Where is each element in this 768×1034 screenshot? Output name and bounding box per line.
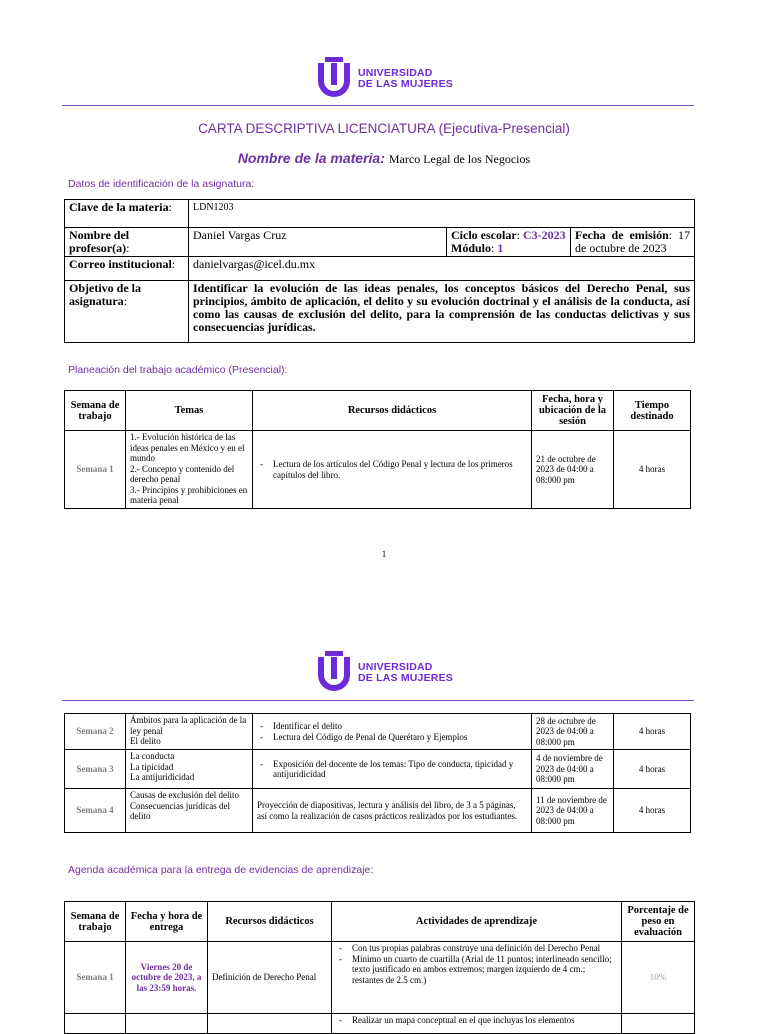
section-identification: Datos de identificación de la asignatura: <box>68 178 255 190</box>
fecha-cell: 4 de noviembre de 2023 de 04:00 a 08:000 pm <box>532 750 614 789</box>
recursos-cell: - Exposición del docente de los temas: Tipo de conducta, tipicidad y antijuridicidad <box>253 750 532 789</box>
agenda-header-week: Semana de trabajo <box>65 902 126 942</box>
temas-cell: Ámbitos para la aplicación de la ley penal El delito <box>126 714 253 750</box>
table-row <box>65 750 691 789</box>
agenda-header-fecha: Fecha y hora de entrega <box>126 902 208 942</box>
page-title: CARTA DESCRIPTIVA LICENCIATURA (Ejecutiva-Presencial) <box>198 121 570 136</box>
profesor-label-cell: Nombre del profesor(a): <box>65 228 189 257</box>
clave-label-cell: Clave de la materia: <box>65 200 189 228</box>
university-logo-icon <box>316 57 352 101</box>
logo-line-1: UNIVERSIDAD <box>358 661 433 673</box>
planning-table-2 <box>64 713 691 833</box>
planning-table-1 <box>64 390 691 509</box>
fecha-emision-cell: Fecha de emisión: 17 de octubre de 2023 <box>571 228 695 257</box>
temas-cell: Causas de exclusión del delito Consecuencias jurídicas del delito <box>126 789 253 833</box>
profesor-value: Daniel Vargas Cruz <box>189 228 447 257</box>
temas-cell: La conducta La tipicidad La antijuridicidad <box>126 750 253 789</box>
objetivo-value: Identificar la evolución de las ideas penales, los conceptos básicos del Derecho Penal, sus principios, ámbito de aplicación, el delito y su evolución doctrinal y el análisis de la conducta, así como las causas de exclusión del delito, para la comprensión de las conductas delictivas y sus consecuencias jurídicas. <box>189 281 695 343</box>
agenda-table <box>64 901 695 1034</box>
table-row <box>65 714 691 750</box>
fecha-cell: 11 de noviembre de 2023 de 04:00 a 08:000 pm <box>532 789 614 833</box>
university-logo-2 <box>316 651 453 695</box>
week-label: Semana 4 <box>65 789 126 833</box>
tiempo-cell: 4 horas <box>614 431 691 509</box>
recurso-cell: Definición de Derecho Penal <box>208 942 332 1014</box>
subject-value: Marco Legal de los Negocios <box>388 152 531 166</box>
actividades-cell: - Realizar un mapa conceptual en el que incluyas los elementos <box>332 1014 622 1034</box>
ciclo-cell: Ciclo escolar: C3-2023 Módulo: 1 <box>447 228 571 257</box>
header-rule <box>62 105 694 106</box>
fecha-entrega: Viernes 20 de octubre de 2023, a las 23:59 horas. <box>126 942 208 1014</box>
fecha-cell: 28 de octubre de 2023 de 04:00 a 08:000 pm <box>532 714 614 750</box>
clave-value: LDN1203 <box>189 200 695 228</box>
peso-cell: 10% <box>622 942 695 1014</box>
page-number: 1 <box>381 549 387 559</box>
week-label: Semana 3 <box>65 750 126 789</box>
tiempo-cell: 4 horas <box>614 714 691 750</box>
subject-label: Nombre de la materia: <box>237 150 385 166</box>
plan-header-week: Semana de trabajo <box>65 391 126 431</box>
temas-cell: 1.- Evolución histórica de las ideas penales en México y en el mundo 2.- Concepto y contenido del derecho penal 3.- Principios y prohibiciones en materia penal <box>126 431 253 509</box>
university-logo <box>316 57 453 101</box>
section-agenda: Agenda académica para la entrega de evidencias de aprendizaje: <box>68 864 374 876</box>
university-logo-icon <box>316 651 352 695</box>
correo-label-cell: Correo institucional: <box>65 257 189 281</box>
table-row <box>65 789 691 833</box>
tiempo-cell: 4 horas <box>614 750 691 789</box>
table-row <box>65 942 695 1014</box>
objetivo-label-cell: Objetivo de la asignatura: <box>65 281 189 343</box>
correo-value: danielvargas@icel.du.mx <box>189 257 695 281</box>
agenda-header-peso: Porcentaje de peso en evaluación <box>622 902 695 942</box>
tiempo-cell: 4 horas <box>614 789 691 833</box>
agenda-header-recursos: Recursos didácticos <box>208 902 332 942</box>
section-planning: Planeación del trabajo académico (Presencial): <box>68 364 288 376</box>
week-label: Semana 1 <box>65 431 126 509</box>
plan-header-tiempo: Tiempo destinado <box>614 391 691 431</box>
logo-line-2: DE LAS MUJERES <box>358 78 453 90</box>
recursos-cell: - Identificar el delito - Lectura del Código de Penal de Querétaro y Ejemplos <box>253 714 532 750</box>
header-rule-2 <box>62 700 694 701</box>
plan-header-fecha: Fecha, hora y ubicación de la sesión <box>532 391 614 431</box>
recursos-cell: Proyección de diapositivas, lectura y análisis del libro, de 3 a 5 páginas, así como la realización de casos prácticos realizados por los estudiantes. <box>253 789 532 833</box>
table-row <box>65 431 691 509</box>
logo-line-2: DE LAS MUJERES <box>358 672 453 684</box>
identification-table <box>64 199 695 343</box>
week-label: Semana 1 <box>65 942 126 1014</box>
actividades-cell: - Con tus propias palabras construye una definición del Derecho Penal - Mínimo un cuarto de cuartilla (Arial de 11 puntos; interlineado sencillo; texto justificado en ambos extremos; margen izquierdo de 4 cm.; restantes de 2.5 cm.) <box>332 942 622 1014</box>
fecha-cell: 21 de octubre de 2023 de 04:00 a 08:000 pm <box>532 431 614 509</box>
agenda-header-actividades: Actividades de aprendizaje <box>332 902 622 942</box>
week-label: Semana 2 <box>65 714 126 750</box>
subject-line <box>0 150 768 168</box>
recursos-cell: - Lectura de los artículos del Código Penal y lectura de los primeros capítulos del libro. <box>253 431 532 509</box>
plan-header-recursos: Recursos didácticos <box>253 391 532 431</box>
plan-header-temas: Temas <box>126 391 253 431</box>
logo-line-1: UNIVERSIDAD <box>358 67 433 79</box>
